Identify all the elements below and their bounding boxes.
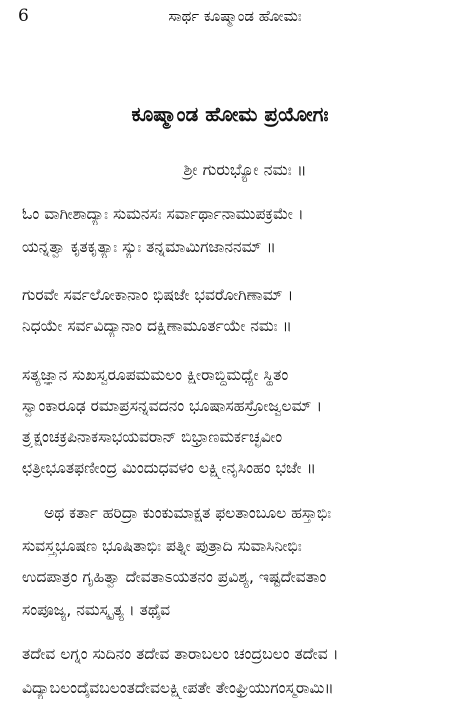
verse-line: ಸತ್ಯಜ್ಞಾನ ಸುಖಸ್ವರೂಪಮಮಲಂ ಕ್ಷೀರಾಬ್ಧಿಮಧ್ಯೇ ಸ್ಥಿತಂ: [22, 366, 289, 384]
prose-line: ಸಂಪೂಜ್ಯ, ನಮಸ್ಕೃತ್ಯ । ತಥೈವ: [22, 601, 171, 619]
verse-line: ಯನ್ನತ್ವಾ ಕೃತಕೃತ್ಯಾಃ ಸ್ಯುಃ ತನ್ನಮಾಮಿಗಜಾನನಮ್ ॥: [22, 238, 276, 256]
verse-line: ಗುರವೇ ಸರ್ವಲೋಕಾನಾಂ ಭಿಷಜೇ ಭವರೋಗಿಣಾಮ್ ।: [22, 286, 294, 304]
verse-line: ಛತ್ರೀಭೂತಫಣೀಂದ್ರ ಮಿಂದುಧವಳಂ ಲಕ್ಷ್ಮೀನೃಸಿಂಹಂ ಭಜೇ ॥: [22, 459, 316, 477]
invocation-line: ಶ್ರೀ ಗುರುಭ್ಯೋ ನಮಃ ॥: [183, 160, 307, 179]
verse-line: ನಿಧಯೇ ಸರ್ವವಿದ್ಯಾನಾಂ ದಕ್ಷಿಣಾಮೂರ್ತಯೇ ನಮಃ ॥: [22, 317, 292, 335]
prose-line: ವಿದ್ಯಾಬಲಂದೈವಬಲಂತದೇವಲಕ್ಷ್ಮೀಪತೇ ತೇಂಘ್ರಿಯುಗಂಸ್ಮರಾಮಿ॥: [22, 679, 334, 697]
page-number: 6: [18, 6, 29, 26]
page-header: [0, 4, 460, 28]
prose-line: ಸುವಸ್ತ್ರಭೂಷಣ ಭೂಷಿತಾಭಿಃ ಪತ್ನೀ ಪುತ್ರಾದಿ ಸುವಾಸಿನೀಭಿಃ: [22, 537, 302, 555]
section-title: ಕೂಷ್ಮಾಂಡ ಹೋಮ ಪ್ರಯೋಗಃ: [131, 102, 329, 126]
running-head: ಸಾರ್ಥ ಕೂಷ್ಮಾಂಡ ಹೋಮಃ: [168, 7, 302, 25]
prose-line: ತದೇವ ಲಗ್ನಂ ಸುದಿನಂ ತದೇವ ತಾರಾಬಲಂ ಚಂದ್ರಬಲಂ ತದೇವ ।: [22, 645, 339, 663]
verse-line: ಓಂ ವಾಗೀಶಾದ್ಯಾಃ ಸುಮನಸಃ ಸರ್ವಾರ್ಥಾನಾಮುಪಕ್ರಮೇ ।: [22, 205, 304, 223]
prose-line: ಅಥ ಕರ್ತಾ ಹರಿದ್ರಾ ಕುಂಕುಮಾಕ್ಷತ ಫಲತಾಂಬೂಲ ಹಸ್ತಾಭಿಃ: [44, 504, 332, 522]
prose-line: ಉದಪಾತ್ರಂ ಗೃಹಿತ್ವಾ ದೇವತಾಽಯತನಂ ಪ್ರವಿಶ್ಯ, ಇಷ್ಟದೇವತಾಂ: [22, 568, 327, 586]
verse-line: ತ್ರ್ಯಕ್ಷಂಚಕ್ರಪಿನಾಕಸಾಭಯವರಾನ್ ಬಿಭ್ರಾಣಮರ್ಕಚ್ಛವೀಂ: [22, 428, 283, 446]
verse-line: ಸ್ವಾಂಕಾರೂಢ ರಮಾಪ್ರಸನ್ನವದನಂ ಭೂಷಾಸಹಸ್ರೋಜ್ವಲಮ್ ।: [22, 397, 323, 415]
